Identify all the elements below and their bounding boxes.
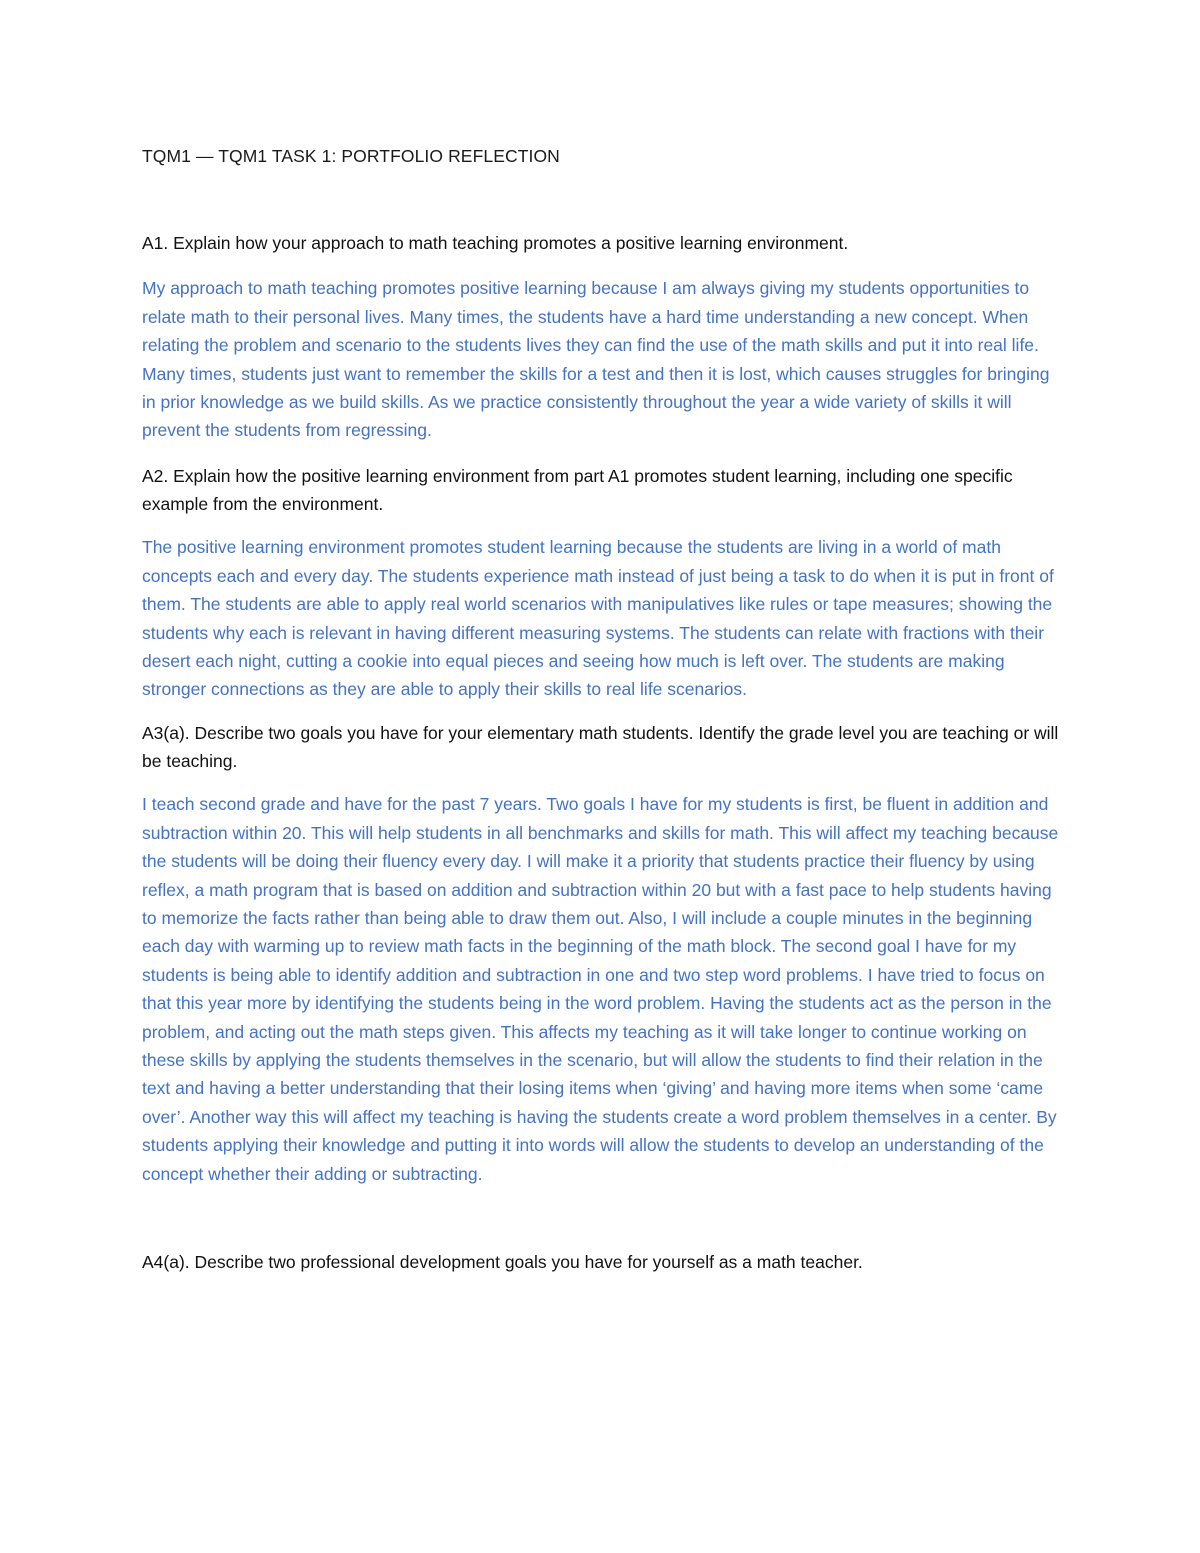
answer-a1: My approach to math teaching promotes positive learning because I am always giving my students opportunities to relate math to their personal lives. Many times, the students have a hard time understanding a new concept. When relating the problem and scenario to the students lives they can find the use of the math skills and put it into real life. Many times, students just want to remember the skills for a test and then it is lost, which causes struggles for bringing in prior knowledge as we build skills. As we practice consistently throughout the year a wide variety of skills it will prevent the students from regressing. <box>142 278 1050 441</box>
question-a4a: A4(a). Describe two professional development goals you have for yourself as a math teacher. <box>142 1252 863 1273</box>
question-a2: A2. Explain how the positive learning environment from part A1 promotes student learning, including one specific example from the environment. <box>142 465 1013 515</box>
answer-a2: The positive learning environment promotes student learning because the students are living in a world of math concepts each and every day. The students experience math instead of just being a task to do when it is put in front of them. The students are able to apply real world scenarios with manipulatives like rules or tape measures; showing the students why each is relevant in having different measuring systems. The students can relate with fractions with their desert each night, cutting a cookie into equal pieces and seeing how much is left over. The students are making stronger connections as they are able to apply their skills to real life scenarios. <box>142 537 1054 700</box>
document-page <box>142 140 1062 1276</box>
question-a1: A1. Explain how your approach to math teaching promotes a positive learning environment. <box>142 233 849 253</box>
question-a3a: A3(a). Describe two goals you have for your elementary math students. Identify the grade level you are teaching or will be teaching. <box>142 722 1059 772</box>
answer-a3a: I teach second grade and have for the past 7 years. Two goals I have for my students is first, be fluent in addition and subtraction within 20. This will help students in all benchmarks and skills for math. This will affect my teaching because the students will be doing their fluency every day. I will make it a priority that students practice their fluency by using reflex, a math program that is based on addition and subtraction within 20 but with a fast pace to help students having to memorize the facts rather than being able to draw them out. Also, I will include a couple minutes in the beginning each day with warming up to review math facts in the beginning of the math block. The second goal I have for my students is being able to identify addition and subtraction in one and two step word problems. I have tried to focus on that this year more by identifying the students being in the word problem. Having the students act as the person in the problem, and acting out the math steps given. This affects my teaching as it will take longer to continue working on these skills by applying the students themselves in the scenario, but will allow the students to find their relation in the text and having a better understanding that their losing items when ‘giving’ and having more items when some ‘came over’. Another way this will affect my teaching is having the students create a word problem themselves in a center. By students applying their knowledge and putting it into words will allow the students to develop an understanding of the concept whether their adding or subtracting. <box>142 794 1059 1184</box>
document-title: TQM1 — TQM1 TASK 1: PORTFOLIO REFLECTION <box>142 146 560 166</box>
